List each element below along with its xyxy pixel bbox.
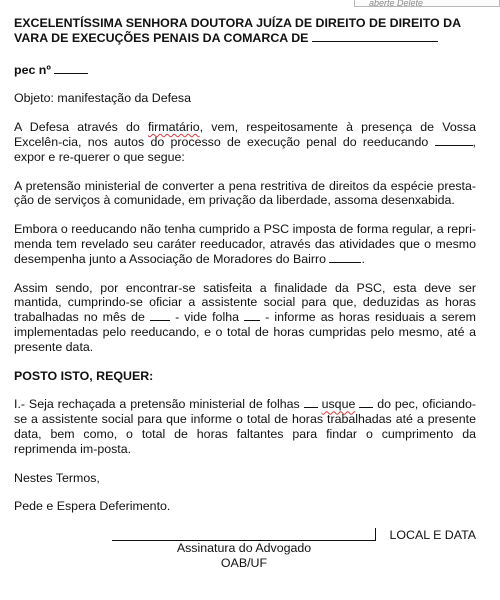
folha-blank (244, 310, 260, 321)
paragraph-assim (14, 281, 476, 355)
folhas-blank-1 (304, 397, 318, 408)
paragraph-assim-text-b: - vide folha (170, 310, 245, 325)
spellcheck-word: usque (321, 397, 356, 412)
paragraph-pretensao: A pretensão ministerial de converter a pena restritiva de direitos da espécie presta-ção de serviços à comunidade, em privação da liberdade, assoma desenxabida. (14, 178, 476, 208)
title-line-2: VARA DE EXECUÇÕES PENAIS DA COMARCA DE (14, 30, 309, 45)
closing-deferimento: Pede e Espera Deferimento. (14, 499, 171, 514)
paragraph-requerimento (14, 397, 476, 456)
signature-block (112, 541, 376, 571)
page-title (14, 16, 476, 46)
closing-termos: Nestes Termos, (14, 470, 100, 485)
paragraph-defesa-text-c: , expor e re-querer o que segue: (14, 134, 476, 164)
folhas-blank-2 (359, 397, 373, 408)
paragraph-defesa (14, 120, 476, 164)
title-line-1: EXCELENTÍSSIMA SENHORA DOUTORA JUÍZA DE DIREITO DE DIREITO DA (14, 16, 462, 30)
paragraph-assim-text-a: Assim sendo, por encontrar-se satisfeita a finalidade da PSC, esta deve ser mantida, cumprindo-se oficiar a assistente social para que, deduzidas as horas trabalhadas no mês de (14, 280, 476, 325)
toolbar-hint: aberte Delete (354, 0, 500, 7)
paragraph-defesa-text-b: , vem, respeitosamente à presença de Vossa Excelên-cia, nos autos do processo de execução penal do reeducando (14, 120, 477, 149)
comarca-blank (312, 31, 438, 42)
spellcheck-word: firmatário (147, 120, 200, 135)
mes-blank (150, 310, 170, 321)
signature-line-tick (375, 528, 376, 540)
signature-oab: OAB/UF (220, 555, 268, 570)
paragraph-requerimento-text-b: do pec, oficiando-se a assistente social para que informe o total de horas trabalhadas até a presente data, bem como, o total de horas faltantes para findar o cumprimento da reprimenda im-posta. (14, 397, 476, 456)
paragraph-embora-text-a: Embora o reeducando não tenha cumprido a PSC imposta de forma regular, a repri-menda tem revelado seu caráter reeducador, através das atividades que o mesmo desempenha junto a Associação de Moradores do Bairro (14, 222, 476, 266)
requer-heading: POSTO ISTO, REQUER: (14, 368, 154, 383)
objeto-line: Objeto: manifestação da Defesa (14, 91, 192, 106)
bairro-blank (329, 252, 361, 263)
signature-name: Assinatura do Advogado (176, 541, 312, 555)
document-body (14, 16, 476, 543)
reeducando-blank (435, 135, 473, 146)
paragraph-embora (14, 222, 476, 266)
paragraph-defesa-text-a: A Defesa através do (14, 120, 148, 135)
paragraph-assim-text-c: - informe as horas residuais a serem implementadas pelo reeducando, e o total de horas cumpridas pelo mesmo, até a presente data. (14, 310, 477, 354)
pec-label: pec nº (14, 62, 51, 77)
pec-blank (54, 63, 88, 74)
local-data: LOCAL E DATA (389, 528, 476, 543)
pec-line (14, 63, 476, 78)
paragraph-embora-text-b: . (361, 251, 365, 266)
paragraph-requerimento-text-a: I.- Seja rechaçada a pretensão ministerial de folhas (14, 397, 304, 412)
